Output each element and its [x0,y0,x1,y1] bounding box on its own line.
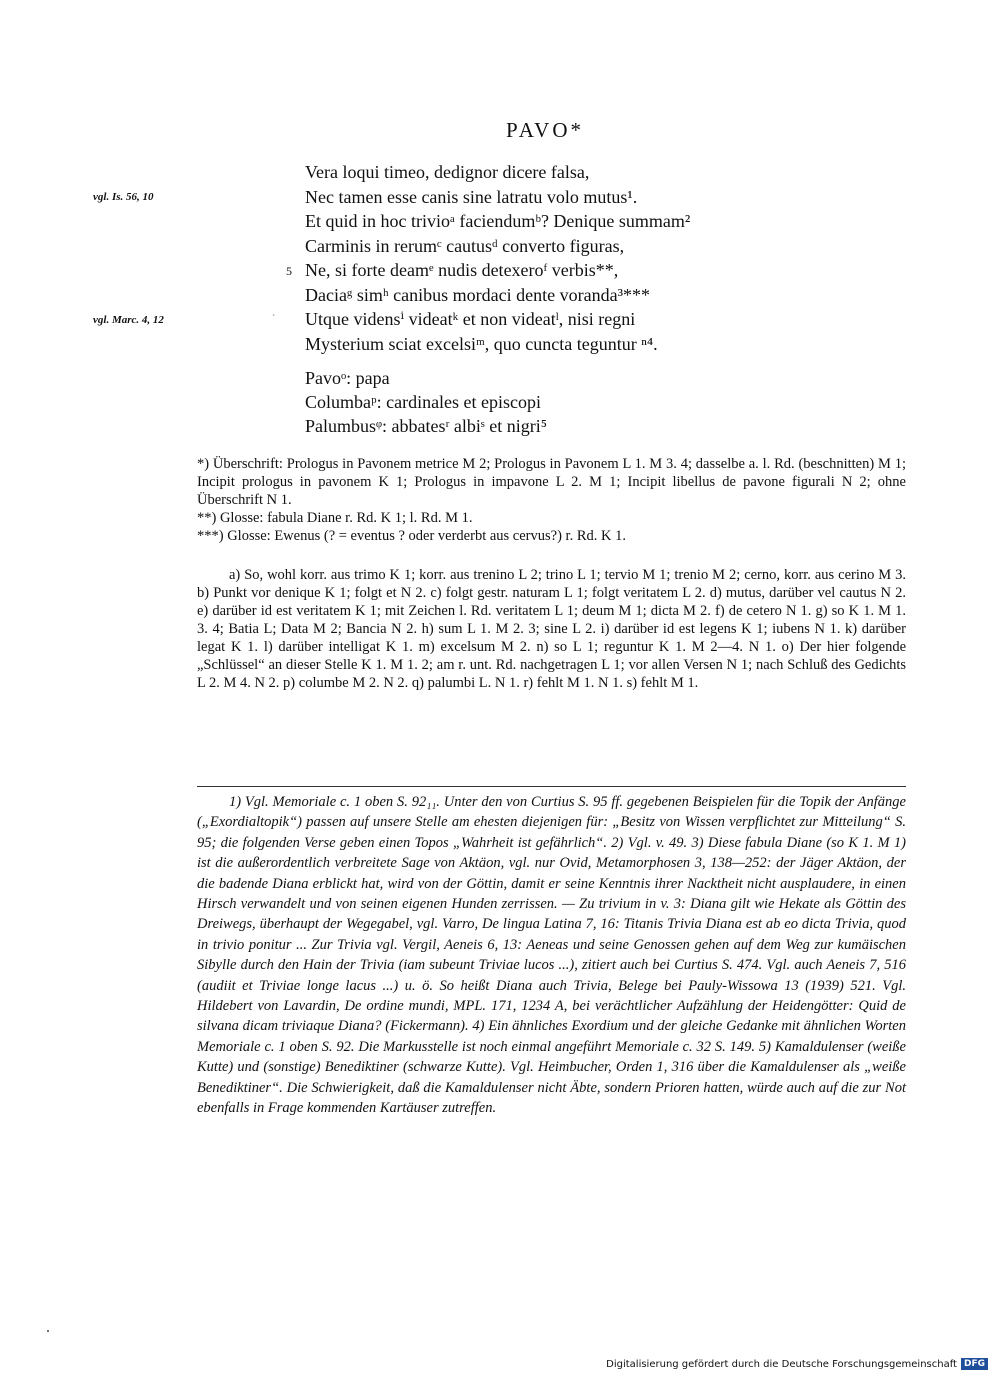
gloss-title: *) Überschrift: Prologus in Pavonem metrice M 2; Prologus in Pavonem L 1. M 3. 4; dasselbe a. l. Rd. (beschnitten) M 1; Incipit prologus in pavonem K 1; Prologus in impavone L 2. M 1; Incipit libellus de pavone figurali N 2; ohne Überschrift N 1. [197,456,906,508]
verse-line-number: 5 [286,264,292,278]
verse-8: Mysterium sciat excelsiᵐ, quo cuncta teguntur ⁿ⁴. [305,334,658,354]
verse-3: Et quid in hoc trivioᵃ faciendumᵇ? Denique summam² [305,211,691,231]
dfg-logo: DFG [961,1358,988,1370]
critical-apparatus [197,566,906,692]
margin-note-mark: vgl. Marc. 4, 12 [93,314,164,326]
gloss-verse-5: **) Glosse: fabula Diane r. Rd. K 1; l. Rd. M 1. [197,510,473,526]
footnote-divider [197,786,906,787]
key-palumbus: Palumbusᵠ: abbatesʳ albiˢ et nigri⁵ [305,416,547,436]
page-speck [47,1330,49,1332]
verse-4: Carminis in rerumᶜ cautusᵈ converto figuras, [305,236,625,256]
verse-2: Nec tamen esse canis sine latratu volo mutus¹. [305,187,638,207]
glosses [197,455,906,545]
key-pavo: Pavoᵒ: papa [305,368,390,388]
gloss-verse-6: ***) Glosse: Ewenus (? = eventus ? oder verderbt aus cervus?) r. Rd. K 1. [197,528,626,544]
footer-credit [606,1358,988,1370]
footnote-text: 1) Vgl. Memoriale c. 1 oben S. 92₁₁. Unter den von Curtius S. 95 ff. gegebenen Beispielen für die Topik der Anfänge („Exordialtopik“) passen auf unsere Stelle am ehesten diejenigen für: „Besitz von Wissen verpflichtet zur Mitteilung“ S. 95; die folgenden Verse geben einen Topos „Wahrheit ist gefährlich“. 2) Vgl. v. 49. 3) Diese fabula Diane (so K 1. M 1) ist die außerordentlich verbreitete Sage von Aktäon, vgl. nur Ovid, Metamorphosen 3, 138—252: der Jäger Aktäon, der die badende Diana erblickt hat, wird von der Göttin, damit er seine Kenntnis ihrer Nacktheit nicht ausplaudere, in einen Hirsch verwandelt und von seinen eigenen Hunden zerrissen. — Zu trivium in v. 3: Diana gilt wie Hekate als Göttin des Dreiwegs, überhaupt der Wegegabel, vgl. Varro, De lingua Latina 7, 16: Titanis Trivia Diana est ab eo dicta Trivia, quod in trivio ponitur ... Zur Trivia vgl. Vergil, Aeneis 6, 13: Aeneas und seine Genossen gehen auf dem Weg zur kumäischen Sibylle durch den Hain der Trivia (iam subeunt Triviae lucos ...), zitiert auch bei Curtius S. 474. Vgl. auch Aeneis 7, 516 (audiit et Triviae longe lacus ...) u. ö. So heißt Diana auch Trivia, Belege bei Pauly-Wissowa 13 (1939) 521. Vgl. Hildebert von Lavardin, De ordine mundi, MPL. 171, 1234 A, bei verächtlicher Aufzählung der Heidengötter: Quid de silvana dicam triviaque Diana? (Fickermann). 4) Ein ähnliches Exordium und der gleiche Gedanke mit ähnlichen Worten Memoriale c. 1 oben S. 92. Die Markusstelle ist noch einmal angeführt Memoriale c. 32 S. 149. 5) Kamaldulenser (weiße Kutte) und (sonstige) Benediktiner (schwarze Kutte). Vgl. Heimbucher, Orden 1, 316 über die Kamaldulenser als „weiße Benediktiner“. Die Schwierigkeit, daß die Kamaldulenser nicht Äbte, sondern Prioren hatten, würde auch auf die zur Not ebenfalls in Frage kommenden Kartäuser zutreffen. [197,794,906,1117]
footnotes [197,792,906,1119]
apparatus-text: a) So, wohl korr. aus trimo K 1; korr. aus trenino L 2; trino L 1; tervio M 1; trenio M 2; cerno, korr. aus cerino M 3. b) Punkt vor denique K 1; folgt et N 2. c) folgt gestr. naturam L 1; folgt veritatem L 2. d) mutus, darüber vel cautus N 2. e) darüber id est veritatem K 1; mit Zeichen l. Rd. veritatem L 1; deum M 1; dicta M 2. f) de cetero N 1. g) so K 1. M 1. 3. 4; Batia L; Data M 2; Bancia N 2. h) sum L 1. M 2. 3; sine L 2. i) darüber id est legens K 1; iubens N 1. k) darüber legat K 1. l) darüber intelligat K 1. m) excelsum M 2. n) so L 1; reguntur K 1. M 2—4. N 1. o) Der hier folgende „Schlüssel“ an dieser Stelle K 1. M 1. 2; am r. unt. Rd. nachgetragen L 1; vor allen Versen N 1; nach Schluß des Gedichts L 2. M 4. N 2. p) columbe M 2. N 2. q) palumbi L. N 1. r) fehlt M 1. N 1. s) fehlt M 1. [197,567,906,691]
verse-1: Vera loqui timeo, dedignor dicere falsa, [305,162,590,182]
margin-mark: ˋ [272,314,276,325]
verse-6: Daciaᵍ simʰ canibus mordaci dente voranda³*** [305,285,650,305]
margin-note-isaiah: vgl. Is. 56, 10 [93,191,154,203]
verse-7: Utque vidensⁱ videatᵏ et non videatˡ, nisi regni [305,309,636,329]
verse-5: Ne, si forte deamᵉ nudis detexeroᶠ verbis**, [305,260,619,280]
footer-text: Digitalisierung gefördert durch die Deutsche Forschungsgemeinschaft [606,1358,957,1370]
page-title: PAVO* [505,118,585,142]
key-columba: Columbaᵖ: cardinales et episcopi [305,392,542,412]
